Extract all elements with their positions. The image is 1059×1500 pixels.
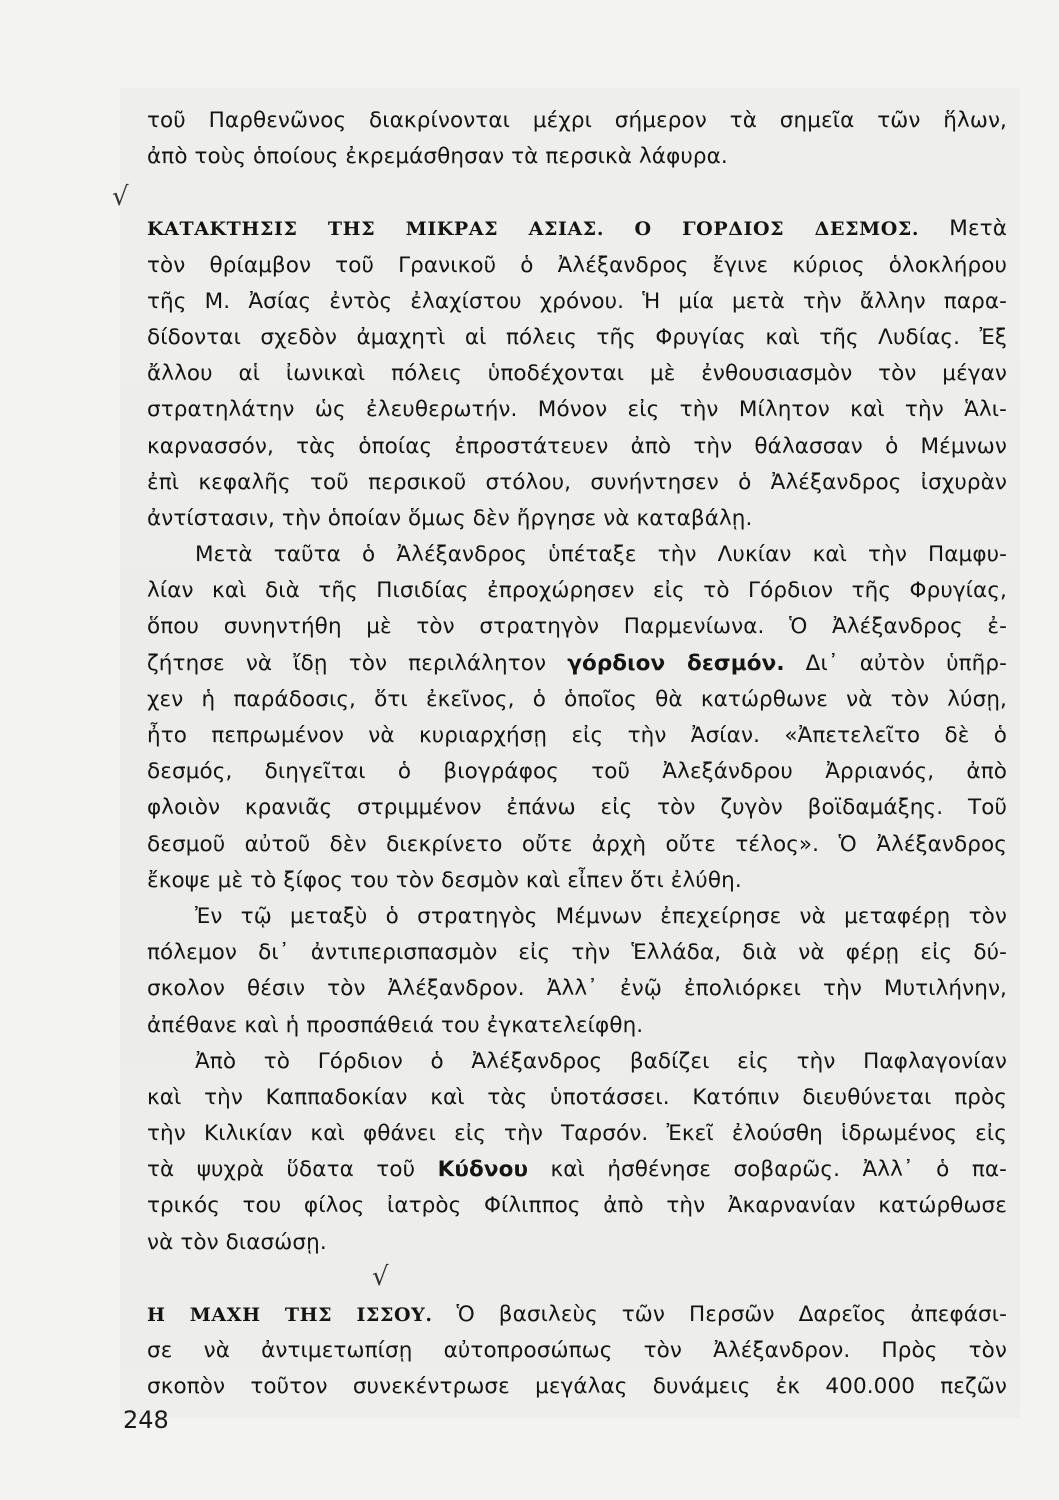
text-line: [147, 1152, 1007, 1188]
text-line: φλοιὸν κρανιᾶς στριμμένον ἐπάνω εἰς τὸν ζυγὸν βοϊδαμάξης. Τοῦ: [147, 795, 1007, 821]
text-line: δεσμοῦ αὐτοῦ δὲν διεκρίνετο οὔτε ἀρχὴ οὔτε τέλος». Ὁ Ἀλέξανδρος: [147, 831, 1007, 857]
section-first-line: [147, 211, 1007, 247]
text-line: σκοπὸν τοῦτον συνεκέντρωσε μεγάλας δυνάμεις ἐκ 400.000 πεζῶν: [147, 1374, 1007, 1400]
text-line: χεν ἡ παράδοσις, ὅτι ἐκεῖνος, ὁ ὁποῖος θὰ κατώρθωνε νὰ τὸν λύσῃ,: [147, 686, 1007, 712]
text-line: πόλεμον δι᾽ ἀντιπερισπασμὸν εἰς τὴν Ἑλλάδα, διὰ νὰ φέρῃ εἰς δύ-: [147, 940, 1007, 966]
text-line: νὰ τὸν διασώσῃ.: [147, 1229, 327, 1255]
section-gap: [147, 175, 1007, 211]
margin-check-mark: √: [372, 1262, 389, 1292]
text-line: τοῦ Παρθενῶνος διακρίνονται μέχρι σήμερον τὰ σημεῖα τῶν ἥλων,: [147, 108, 1007, 133]
text-line: καὶ τὴν Καππαδοκίαν καὶ τὰς ὑποτάσσει. Κατόπιν διευθύνεται πρὸς: [147, 1084, 1007, 1110]
text-line: λίαν καὶ διὰ τῆς Πισιδίας ἐπροχώρησεν εἰς τὸ Γόρδιον τῆς Φρυγίας,: [147, 578, 1007, 604]
text-line: σκολον θέσιν τὸν Ἀλέξανδρον. Ἀλλ᾽ ἐνῷ ἐπολιόρκει τὴν Μυτιλήνην,: [147, 976, 1007, 1002]
text-line: ἦτο πεπρωμένον νὰ κυριαρχήσῃ εἰς τὴν Ἀσίαν. «Ἀπετελεῖτο δὲ ὁ: [147, 723, 1007, 748]
text-line: [147, 646, 1007, 682]
section-gap: [147, 1261, 1007, 1297]
text-line: ἀπὸ τοὺς ὁποίους ἐκρεμάσθησαν τὰ περσικὰ λάφυρα.: [147, 144, 728, 170]
text-line: τρικός του φίλος ἰατρὸς Φίλιππος ἀπὸ τὴν Ἀκαρνανίαν κατώρθωσε: [147, 1193, 1007, 1219]
text-line: ἄλλου αἱ ἰωνικαὶ πόλεις ὑποδέχονται μὲ ἐνθουσιασμὸν τὸν μέγαν: [147, 361, 1007, 387]
paragraph-first-line: Ἐν τῷ μεταξὺ ὁ στρατηγὸς Μέμνων ἐπεχείρησε νὰ μεταφέρῃ τὸν: [195, 903, 1007, 929]
page-number: 248: [123, 1406, 169, 1434]
text-line: ἀντίστασιν, τὴν ὁποίαν ὅμως δὲν ἤργησε νὰ καταβάλῃ.: [147, 505, 753, 531]
text-line: ἐπὶ κεφαλῆς τοῦ περσικοῦ στόλου, συνήντησεν ὁ Ἀλέξανδρος ἰσχυρὰν: [147, 469, 1007, 495]
text-line: στρατηλάτην ὡς ἐλευθερωτήν. Μόνον εἰς τὴν Μίλητον καὶ τὴν Ἁλι-: [147, 397, 1007, 423]
paragraph-first-line: Ἀπὸ τὸ Γόρδιον ὁ Ἀλέξανδρος βαδίζει εἰς τὴν Παφλαγονίαν: [195, 1048, 1007, 1074]
text-line: ὅπου συνηντήθη μὲ τὸν στρατηγὸν Παρμενίωνα. Ὁ Ἀλέξανδρος ἐ-: [147, 614, 1007, 640]
text-line: τῆς Μ. Ἀσίας ἐντὸς ἐλαχίστου χρόνου. Ἡ μία μετὰ τὴν ἄλλην παρα-: [147, 288, 1007, 314]
text-run: Δι᾽ αὐτὸν ὑπῆρ-: [805, 650, 1007, 676]
gordian-knot-term: γόρδιον δεσμόν.: [567, 650, 785, 676]
text-run: Μετὰ: [949, 216, 1007, 242]
margin-check-mark: √: [112, 182, 129, 212]
text-run: Ὁ βασιλεὺς τῶν Περσῶν Δαρεῖος ἀπεφάσι-: [456, 1301, 1008, 1327]
text-line: δίδονται σχεδὸν ἀμαχητὶ αἱ πόλεις τῆς Φρυγίας καὶ τῆς Λυδίας. Ἐξ: [147, 324, 1007, 350]
body-text: [147, 103, 1007, 1405]
text-line: καρνασσόν, τὰς ὁποίας ἐπροστάτευεν ἀπὸ τὴν θάλασσαν ὁ Μέμνων: [147, 433, 1007, 459]
text-run: ζήτησε νὰ ἴδῃ τὸν περιλάλητον: [147, 650, 547, 676]
text-line: τὴν Κιλικίαν καὶ φθάνει εἰς τὴν Ταρσόν. Ἐκεῖ ἐλούσθη ἱδρωμένος εἰς: [147, 1121, 1007, 1147]
section-first-line: [147, 1297, 1007, 1333]
section-heading-issus: Η ΜΑΧΗ ΤΗΣ ΙΣΣΟΥ.: [147, 1303, 433, 1326]
text-line: τὸν θρίαμβον τοῦ Γρανικοῦ ὁ Ἀλέξανδρος ἔγινε κύριος ὁλοκλήρου: [147, 252, 1007, 278]
text-line: σε νὰ ἀντιμετωπίσῃ αὐτοπροσώπως τὸν Ἀλέξανδρον. Πρὸς τὸν: [147, 1338, 1007, 1363]
text-run: τὰ ψυχρὰ ὕδατα τοῦ: [147, 1157, 416, 1183]
kydnos-term: Κύδνου: [437, 1157, 529, 1183]
text-run: καὶ ἠσθένησε σοβαρῶς. Ἀλλ᾽ ὁ πα-: [550, 1157, 1008, 1183]
text-line: δεσμός, διηγεῖται ὁ βιογράφος τοῦ Ἀλεξάνδρου Ἀρριανός, ἀπὸ: [147, 759, 1007, 785]
paragraph-first-line: Μετὰ ταῦτα ὁ Ἀλέξανδρος ὑπέταξε τὴν Λυκίαν καὶ τὴν Παμφυ-: [195, 542, 1007, 568]
text-line: ἔκοψε μὲ τὸ ξίφος του τὸν δεσμὸν καὶ εἶπεν ὅτι ἐλύθη.: [147, 867, 742, 893]
section-heading-conquest: ΚΑΤΑΚΤΗΣΙΣ ΤΗΣ ΜΙΚΡΑΣ ΑΣΙΑΣ. Ο ΓΟΡΔΙΟΣ ΔΕΣΜΟΣ.: [147, 218, 920, 241]
text-line: ἀπέθανε καὶ ἡ προσπάθειά του ἐγκατελείφθη.: [147, 1012, 644, 1038]
